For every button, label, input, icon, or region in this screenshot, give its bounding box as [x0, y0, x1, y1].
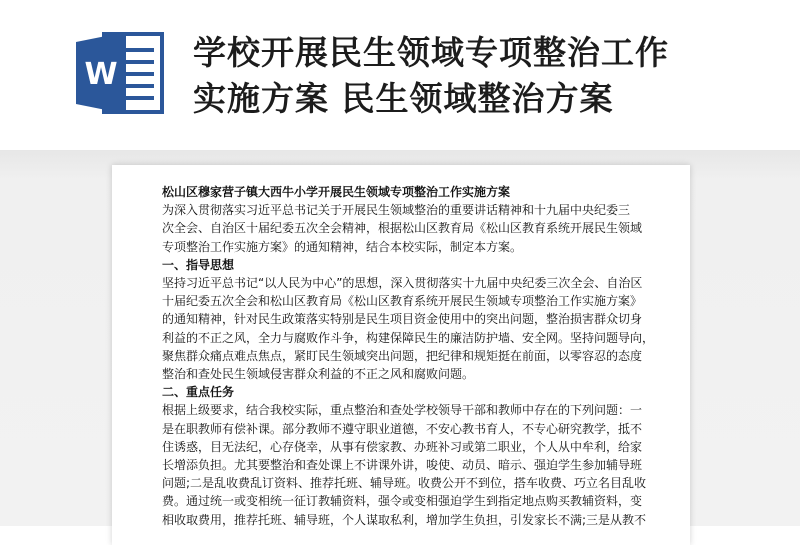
document-line: 长增添负担。尤其要整治和查处课上不讲课外讲，唆使、动员、暗示、强迫学生参加辅导班: [162, 458, 643, 473]
document-line: 根据上级要求，结合我校实际，重点整治和查处学校领导干部和教师中存在的下列问题：一: [162, 403, 643, 418]
document-line: 为深入贯彻落实习近平总书记关于开展民生领域整治的重要讲话精神和十九届中央纪委三: [162, 203, 631, 218]
svg-text:W: W: [84, 57, 118, 92]
document-line: 专项整治工作实施方案》的通知精神，结合本校实际，制定本方案。: [162, 239, 523, 254]
document-line: 坚持习近平总书记“以人民为中心”的思想，深入贯彻落实十九届中央纪委三次全会、自治区: [162, 276, 643, 291]
document-line: 相收取费用，推荐托班、辅导班，个人谋取私利，增加学生负担，引发家长不满;三是从教不: [162, 512, 647, 527]
document-line: 的通知精神，针对民生政策落实特别是民生项目资金使用中的突出问题，整治损害群众切身: [162, 312, 643, 327]
document-line: 次全会、自治区十届纪委五次全会精神，根据松山区教育局《松山区教育系统开展民生领域: [162, 221, 643, 236]
document-line: 聚焦群众痛点难点焦点，紧盯民生领域突出问题，把纪律和规矩挺在前面，以零容忍的态度: [162, 348, 643, 363]
section-heading-key-tasks: 二、重点任务: [162, 385, 235, 400]
document-line: 住诱惑，目无法纪，心存侥幸，从事有偿家教、办班补习或第二职业，个人从中牟利，给家: [162, 439, 643, 454]
document-content: [162, 183, 655, 529]
title-line-1: 学校开展民生领域专项整治工作: [193, 33, 669, 72]
document-line: 费。通过统一或变相统一征订教辅资料，强令或变相强迫学生到指定地点购买教辅资料，变: [162, 494, 643, 509]
page-title: [193, 30, 783, 122]
document-line: 问题;二是乱收费乱订资料、推荐托班、辅导班。收费公开不到位，搭车收费、巧立名目乱收: [162, 476, 647, 491]
document-line: 十届纪委五次全会和松山区教育局《松山区教育系统开展民生领域专项整治工作实施方案》: [162, 294, 643, 309]
document-line: 整治和查处民生领域侵害群众利益的不正之风和腐败问题。: [162, 367, 475, 382]
header: [0, 0, 800, 150]
document-heading: 松山区穆家营子镇大西牛小学开展民生领域专项整治工作实施方案: [162, 185, 511, 199]
word-icon: [74, 30, 166, 116]
section-heading-guiding-ideology: 一、指导思想: [162, 257, 235, 272]
title-line-2: 实施方案 民生领域整治方案: [193, 79, 614, 118]
document-line: 是在职教师有偿补课。部分教师不遵守职业道德，不安心教书育人，不专心研究教学，抵不: [162, 421, 643, 436]
document-line: 利益的不正之风，全力与腐败作斗争，构建保障民生的廉洁防护墙、安全网。坚持问题导向，: [162, 330, 655, 345]
